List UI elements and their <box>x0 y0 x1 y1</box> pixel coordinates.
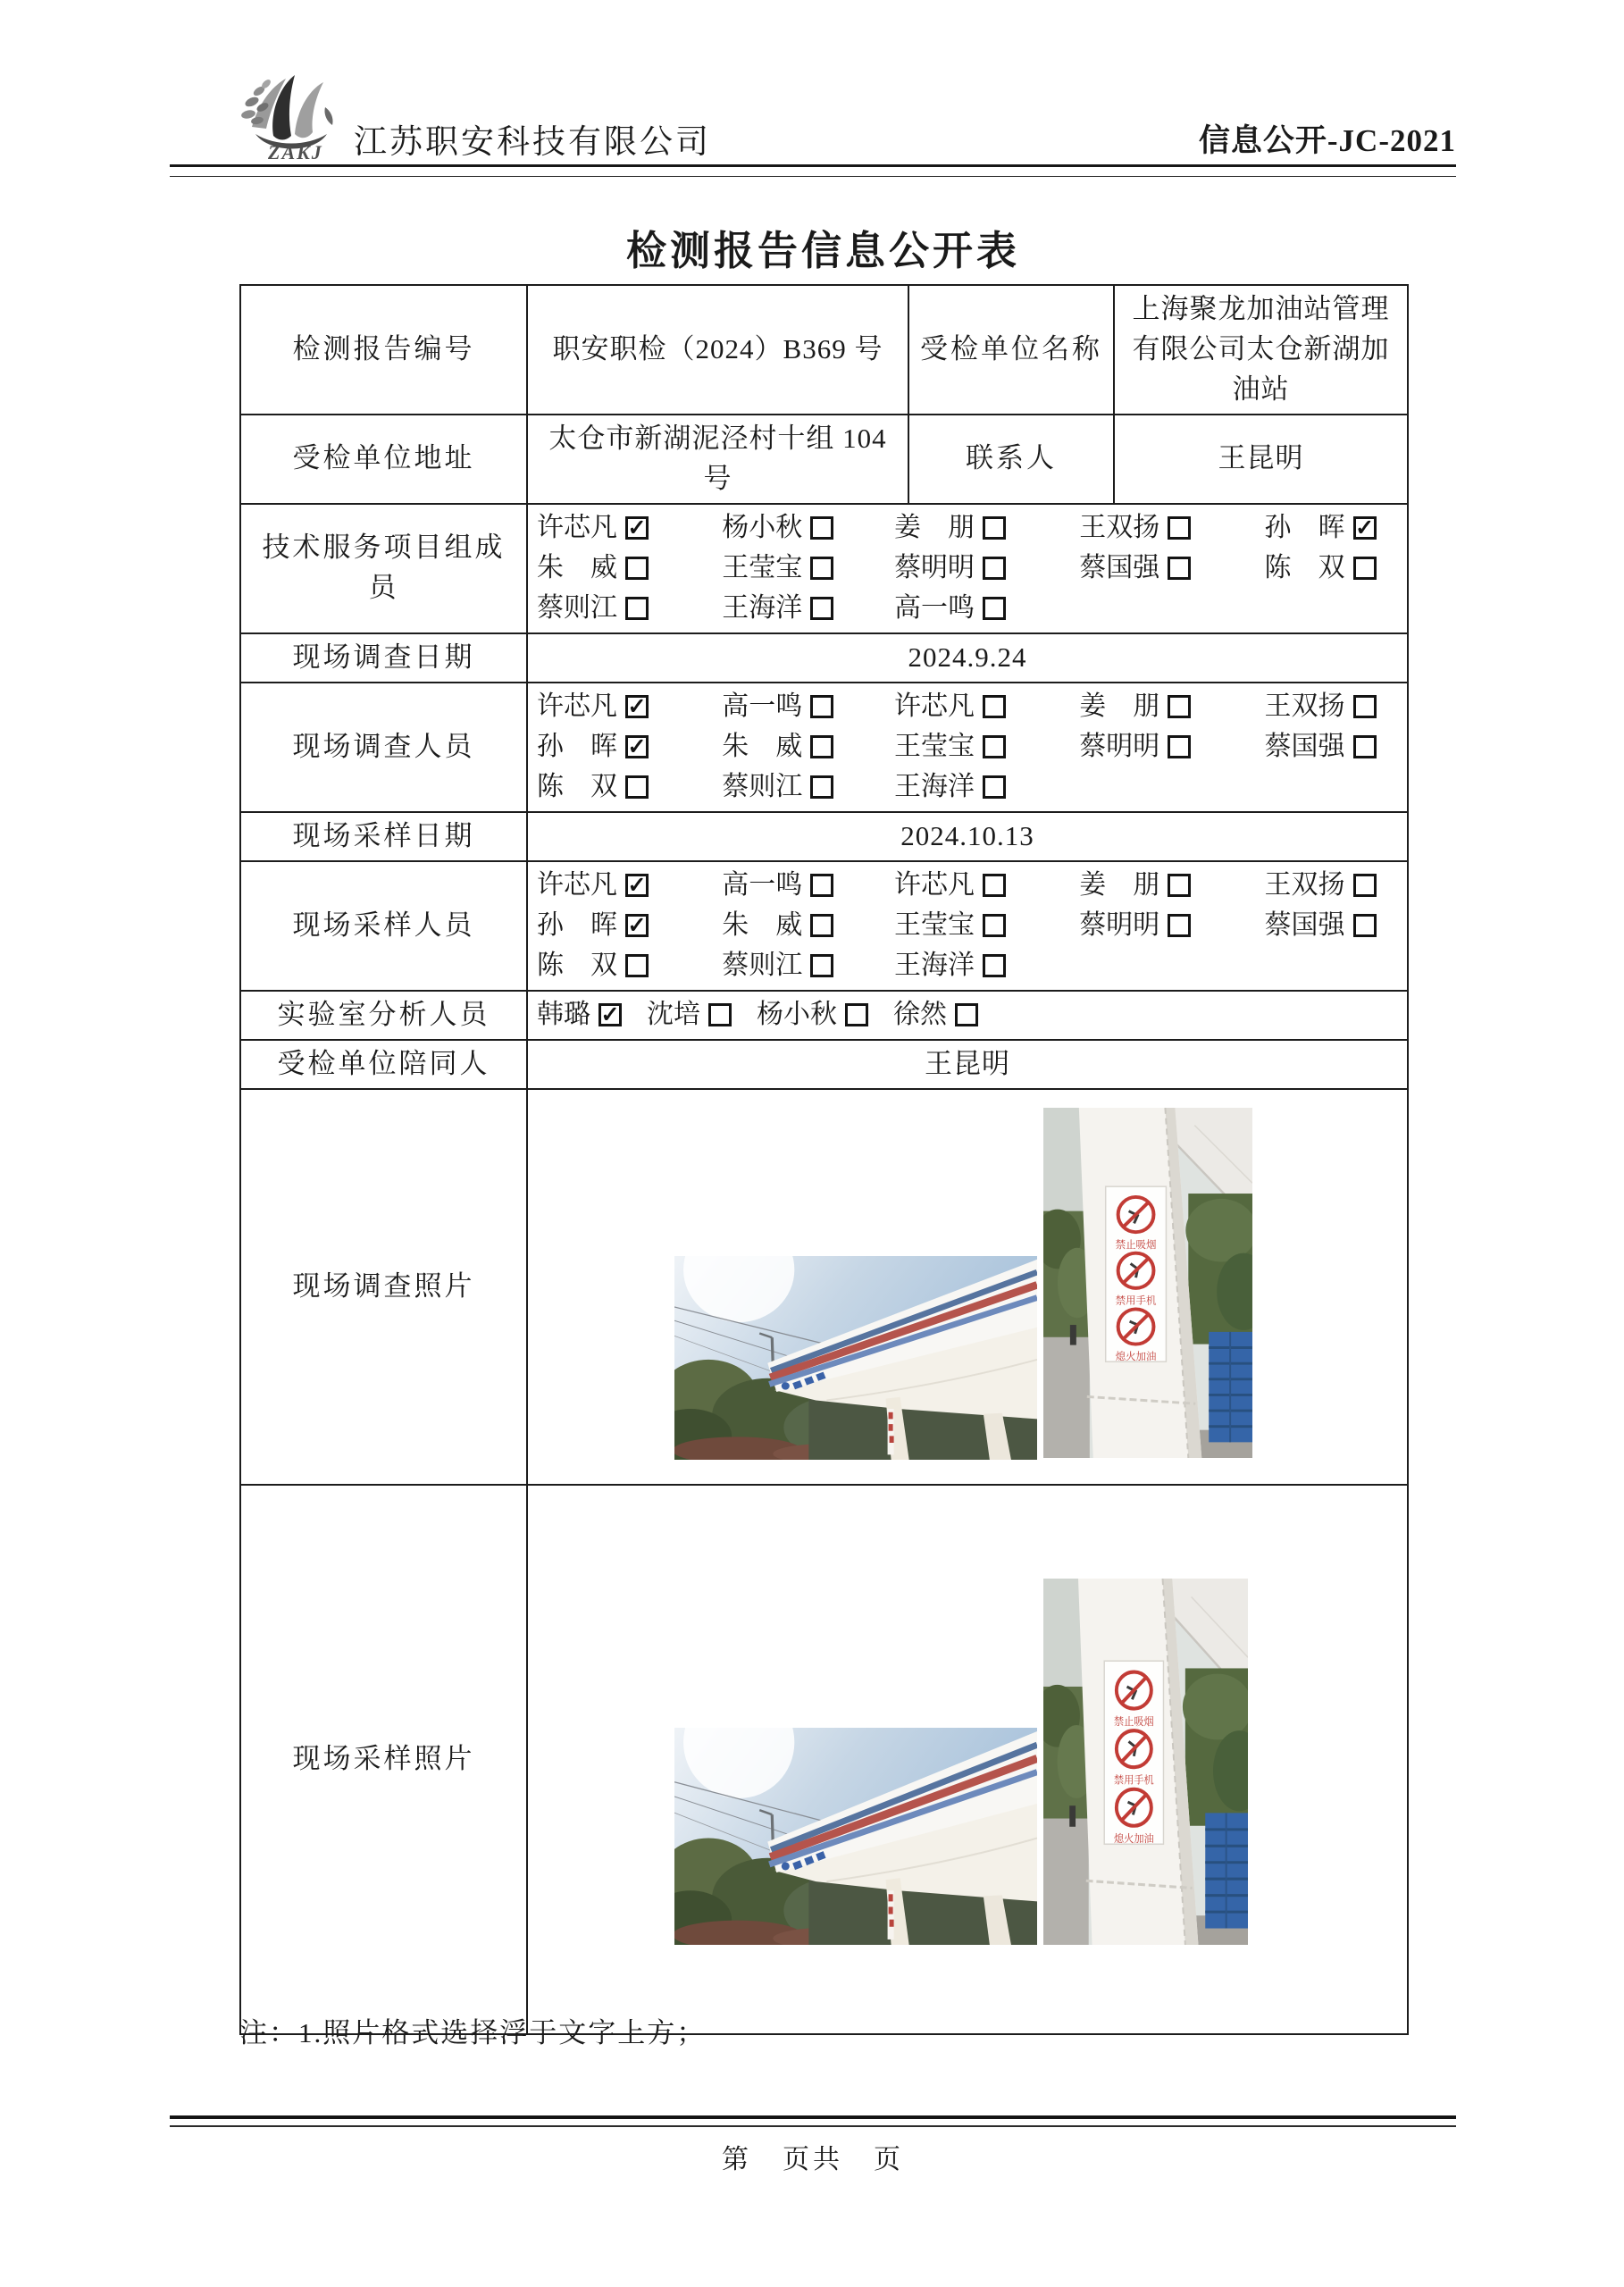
checkbox-unchecked-icon <box>1353 695 1377 718</box>
staff-member-name: 蔡则江 <box>537 593 617 624</box>
checkbox-unchecked-icon <box>810 954 833 977</box>
checkbox-unchecked-icon <box>625 557 649 580</box>
checkbox-unchecked-icon <box>983 954 1006 977</box>
checkbox-checked-icon: ✓ <box>1353 516 1377 540</box>
sampling-staff-list <box>527 861 1408 991</box>
staff-member <box>537 687 722 726</box>
checkbox-unchecked-icon <box>625 954 649 977</box>
escort-label: 受检单位陪同人 <box>240 1040 527 1089</box>
staff-member <box>1079 866 1264 905</box>
staff-member <box>1265 906 1398 945</box>
company-name: 江苏职安科技有限公司 <box>354 124 711 161</box>
staff-member <box>722 946 894 985</box>
staff-member <box>647 995 732 1035</box>
staff-member <box>1265 687 1398 726</box>
staff-member <box>537 727 722 767</box>
checkbox-unchecked-icon <box>1353 874 1377 897</box>
svg-text:熄火加油: 熄火加油 <box>1113 1833 1154 1845</box>
staff-member <box>894 866 1079 905</box>
staff-member-name: 高一鸣 <box>894 593 975 624</box>
staff-member-name: 蔡明明 <box>1079 732 1160 762</box>
staff-member-name: 沈培 <box>647 1000 700 1030</box>
lab-staff-label: 实验室分析人员 <box>240 991 527 1040</box>
logo-leaf-swirl-icon <box>240 75 332 149</box>
staff-member-name: 高一鸣 <box>722 870 803 901</box>
checkbox-unchecked-icon <box>1168 914 1191 937</box>
staff-member <box>1079 687 1264 726</box>
checkbox-checked-icon: ✓ <box>625 516 649 540</box>
lab-staff-list <box>527 991 1408 1040</box>
staff-member <box>1079 906 1264 945</box>
staff-member <box>537 995 622 1035</box>
table-row <box>240 683 1408 812</box>
staff-member <box>894 906 1079 945</box>
checkbox-unchecked-icon <box>1353 557 1377 580</box>
staff-member-name: 高一鸣 <box>722 691 803 722</box>
table-row <box>240 1040 1408 1089</box>
report-no-value: 职安职检（2024）B369 号 <box>527 285 908 415</box>
staff-member-name: 许芯凡 <box>537 691 617 722</box>
staff-member-name: 蔡则江 <box>722 772 803 802</box>
checkbox-unchecked-icon <box>625 775 649 799</box>
staff-member-name: 姜 朋 <box>1079 870 1160 901</box>
staff-member-name: 朱 威 <box>537 553 617 583</box>
checkbox-unchecked-icon <box>625 597 649 620</box>
address-value: 太仓市新湖泥泾村十组 104 号 <box>527 415 908 504</box>
svg-text:禁用手机: 禁用手机 <box>1113 1774 1154 1787</box>
staff-member-name: 蔡国强 <box>1079 553 1160 583</box>
staff-member-name: 王海洋 <box>894 772 975 802</box>
staff-member-name: 韩璐 <box>537 1000 590 1030</box>
table-row <box>240 812 1408 861</box>
staff-member-name: 朱 威 <box>722 732 803 762</box>
pillar-warning-signs-photo <box>1043 1108 1252 1458</box>
staff-member <box>537 767 722 807</box>
staff-member-name: 孙 晖 <box>537 732 617 762</box>
table-row <box>240 1089 1408 1485</box>
staff-member <box>722 549 894 588</box>
staff-member-name: 王海洋 <box>894 951 975 981</box>
staff-member <box>757 995 868 1035</box>
staff-member-name: 王莹宝 <box>894 732 975 762</box>
staff-member <box>1079 727 1264 767</box>
checkbox-unchecked-icon <box>983 914 1006 937</box>
staff-member-name: 杨小秋 <box>722 513 803 543</box>
staff-member <box>894 508 1079 548</box>
staff-member-name: 孙 晖 <box>1264 513 1345 543</box>
page-title: 检测报告信息公开表 <box>625 228 1020 273</box>
staff-member-name: 蔡明明 <box>1079 910 1160 941</box>
survey-photos-label: 现场调查照片 <box>240 1089 527 1485</box>
survey-photos-cell <box>527 1089 1408 1485</box>
staff-member-name: 许芯凡 <box>894 691 975 722</box>
table-row <box>240 504 1408 633</box>
svg-text:熄火加油: 熄火加油 <box>1115 1351 1157 1362</box>
checkbox-checked-icon: ✓ <box>625 735 649 758</box>
company-logo <box>239 71 345 164</box>
checkbox-unchecked-icon <box>983 775 1006 799</box>
sampling-date-value: 2024.10.13 <box>527 812 1408 861</box>
staff-member-name: 姜 朋 <box>1079 691 1160 722</box>
unit-name-value: 上海聚龙加油站管理有限公司太仓新湖加油站 <box>1114 285 1408 415</box>
survey-date-value: 2024.9.24 <box>527 633 1408 683</box>
staff-member-name: 蔡国强 <box>1264 910 1345 941</box>
staff-member <box>722 866 894 905</box>
checkbox-unchecked-icon <box>1168 874 1191 897</box>
checkbox-unchecked-icon <box>983 557 1006 580</box>
svg-text:禁止吸烟: 禁止吸烟 <box>1115 1239 1157 1251</box>
checkbox-unchecked-icon <box>810 735 833 758</box>
staff-member-name: 许芯凡 <box>537 870 617 901</box>
checkbox-checked-icon: ✓ <box>599 1003 622 1026</box>
staff-member <box>722 906 894 945</box>
logo-text: ZAKJ <box>268 141 323 163</box>
contact-value: 王昆明 <box>1114 415 1408 504</box>
escort-value: 王昆明 <box>527 1040 1408 1089</box>
staff-member <box>1079 549 1264 588</box>
gas-station-canopy-photo <box>674 1728 1037 1945</box>
gas-station-canopy-photo <box>674 1256 1037 1460</box>
table-row <box>240 861 1408 991</box>
checkbox-unchecked-icon <box>810 775 833 799</box>
checkbox-unchecked-icon <box>1168 695 1191 718</box>
staff-member <box>894 549 1079 588</box>
table-row <box>240 1485 1408 2034</box>
staff-member-name: 王双扬 <box>1264 691 1345 722</box>
staff-member <box>894 946 1079 985</box>
table-row <box>240 285 1408 415</box>
address-label: 受检单位地址 <box>240 415 527 504</box>
checkbox-unchecked-icon <box>810 874 833 897</box>
table-row <box>240 991 1408 1040</box>
checkbox-checked-icon: ✓ <box>625 695 649 718</box>
table-row <box>240 415 1408 504</box>
checkbox-checked-icon: ✓ <box>625 874 649 897</box>
checkbox-unchecked-icon <box>983 874 1006 897</box>
staff-member-name: 陈 双 <box>537 951 617 981</box>
header-rule-thin <box>170 176 1456 177</box>
team-members-list <box>527 504 1408 633</box>
sampling-photos-label: 现场采样照片 <box>240 1485 527 2034</box>
checkbox-unchecked-icon <box>983 735 1006 758</box>
staff-member <box>894 727 1079 767</box>
pillar-warning-signs-photo <box>1043 1579 1248 1945</box>
footer-rule-thick <box>170 2115 1456 2119</box>
svg-text:禁止吸烟: 禁止吸烟 <box>1113 1716 1154 1728</box>
report-no-label: 检测报告编号 <box>240 285 527 415</box>
staff-member-name: 蔡国强 <box>1264 732 1345 762</box>
svg-text:禁用手机: 禁用手机 <box>1115 1295 1157 1306</box>
staff-member-name: 王海洋 <box>722 593 803 624</box>
staff-member <box>537 549 722 588</box>
staff-member-name: 陈 双 <box>537 772 617 802</box>
checkbox-unchecked-icon <box>1353 914 1377 937</box>
no-smoking-sign-icon <box>1104 1661 1163 1845</box>
staff-member <box>537 946 722 985</box>
staff-member <box>894 687 1079 726</box>
staff-member-name: 蔡明明 <box>894 553 975 583</box>
info-table <box>239 284 1409 2035</box>
survey-staff-list <box>527 683 1408 812</box>
table-row <box>240 633 1408 683</box>
staff-member <box>537 508 722 548</box>
checkbox-unchecked-icon <box>1168 516 1191 540</box>
staff-member <box>894 589 1079 628</box>
checkbox-unchecked-icon <box>983 516 1006 540</box>
footnote: 注：1.照片格式选择浮于文字上方； <box>239 2017 707 2048</box>
staff-member-name: 蔡则江 <box>722 951 803 981</box>
staff-member <box>1265 866 1398 905</box>
staff-member <box>722 687 894 726</box>
sampling-date-label: 现场采样日期 <box>240 812 527 861</box>
checkbox-unchecked-icon <box>810 557 833 580</box>
staff-member <box>537 906 722 945</box>
header-rule-thick <box>170 164 1456 167</box>
staff-member-name: 陈 双 <box>1264 553 1345 583</box>
staff-member-name: 许芯凡 <box>894 870 975 901</box>
survey-staff-label: 现场调查人员 <box>240 683 527 812</box>
checkbox-unchecked-icon <box>810 597 833 620</box>
staff-member <box>1079 508 1264 548</box>
staff-member-name: 王双扬 <box>1264 870 1345 901</box>
footer-rule-thin <box>170 2125 1456 2127</box>
staff-member-name: 王莹宝 <box>894 910 975 941</box>
staff-member-name: 王双扬 <box>1079 513 1160 543</box>
staff-member <box>722 589 894 628</box>
staff-member <box>894 767 1079 807</box>
checkbox-unchecked-icon <box>810 914 833 937</box>
staff-member <box>1265 549 1398 588</box>
staff-member-name: 王莹宝 <box>722 553 803 583</box>
team-label: 技术服务项目组成员 <box>240 504 527 633</box>
staff-member <box>722 508 894 548</box>
checkbox-unchecked-icon <box>983 597 1006 620</box>
staff-member <box>537 589 722 628</box>
staff-member <box>1265 508 1398 548</box>
staff-member-name: 朱 威 <box>722 910 803 941</box>
page-number-text: 第 页共 页 <box>722 2145 904 2174</box>
checkbox-unchecked-icon <box>708 1003 732 1026</box>
checkbox-checked-icon: ✓ <box>625 914 649 937</box>
sampling-photos-cell <box>527 1485 1408 2034</box>
staff-member-name: 杨小秋 <box>757 1000 837 1030</box>
staff-member-name: 许芯凡 <box>537 513 617 543</box>
checkbox-unchecked-icon <box>810 516 833 540</box>
checkbox-unchecked-icon <box>1353 735 1377 758</box>
staff-member-name: 姜 朋 <box>894 513 975 543</box>
staff-member <box>722 727 894 767</box>
staff-member <box>893 995 978 1035</box>
staff-member <box>722 767 894 807</box>
staff-member-name: 孙 晖 <box>537 910 617 941</box>
doc-code: 信息公开-JC-2021 <box>1198 123 1456 158</box>
survey-date-label: 现场调查日期 <box>240 633 527 683</box>
sampling-staff-label: 现场采样人员 <box>240 861 527 991</box>
checkbox-unchecked-icon <box>1168 557 1191 580</box>
checkbox-unchecked-icon <box>955 1003 978 1026</box>
checkbox-unchecked-icon <box>983 695 1006 718</box>
checkbox-unchecked-icon <box>845 1003 868 1026</box>
unit-name-label: 受检单位名称 <box>908 285 1114 415</box>
staff-member <box>1265 727 1398 767</box>
staff-member-name: 徐然 <box>893 1000 947 1030</box>
checkbox-unchecked-icon <box>1168 735 1191 758</box>
staff-member <box>537 866 722 905</box>
contact-label: 联系人 <box>908 415 1114 504</box>
no-smoking-sign-icon <box>1106 1186 1167 1362</box>
checkbox-unchecked-icon <box>810 695 833 718</box>
